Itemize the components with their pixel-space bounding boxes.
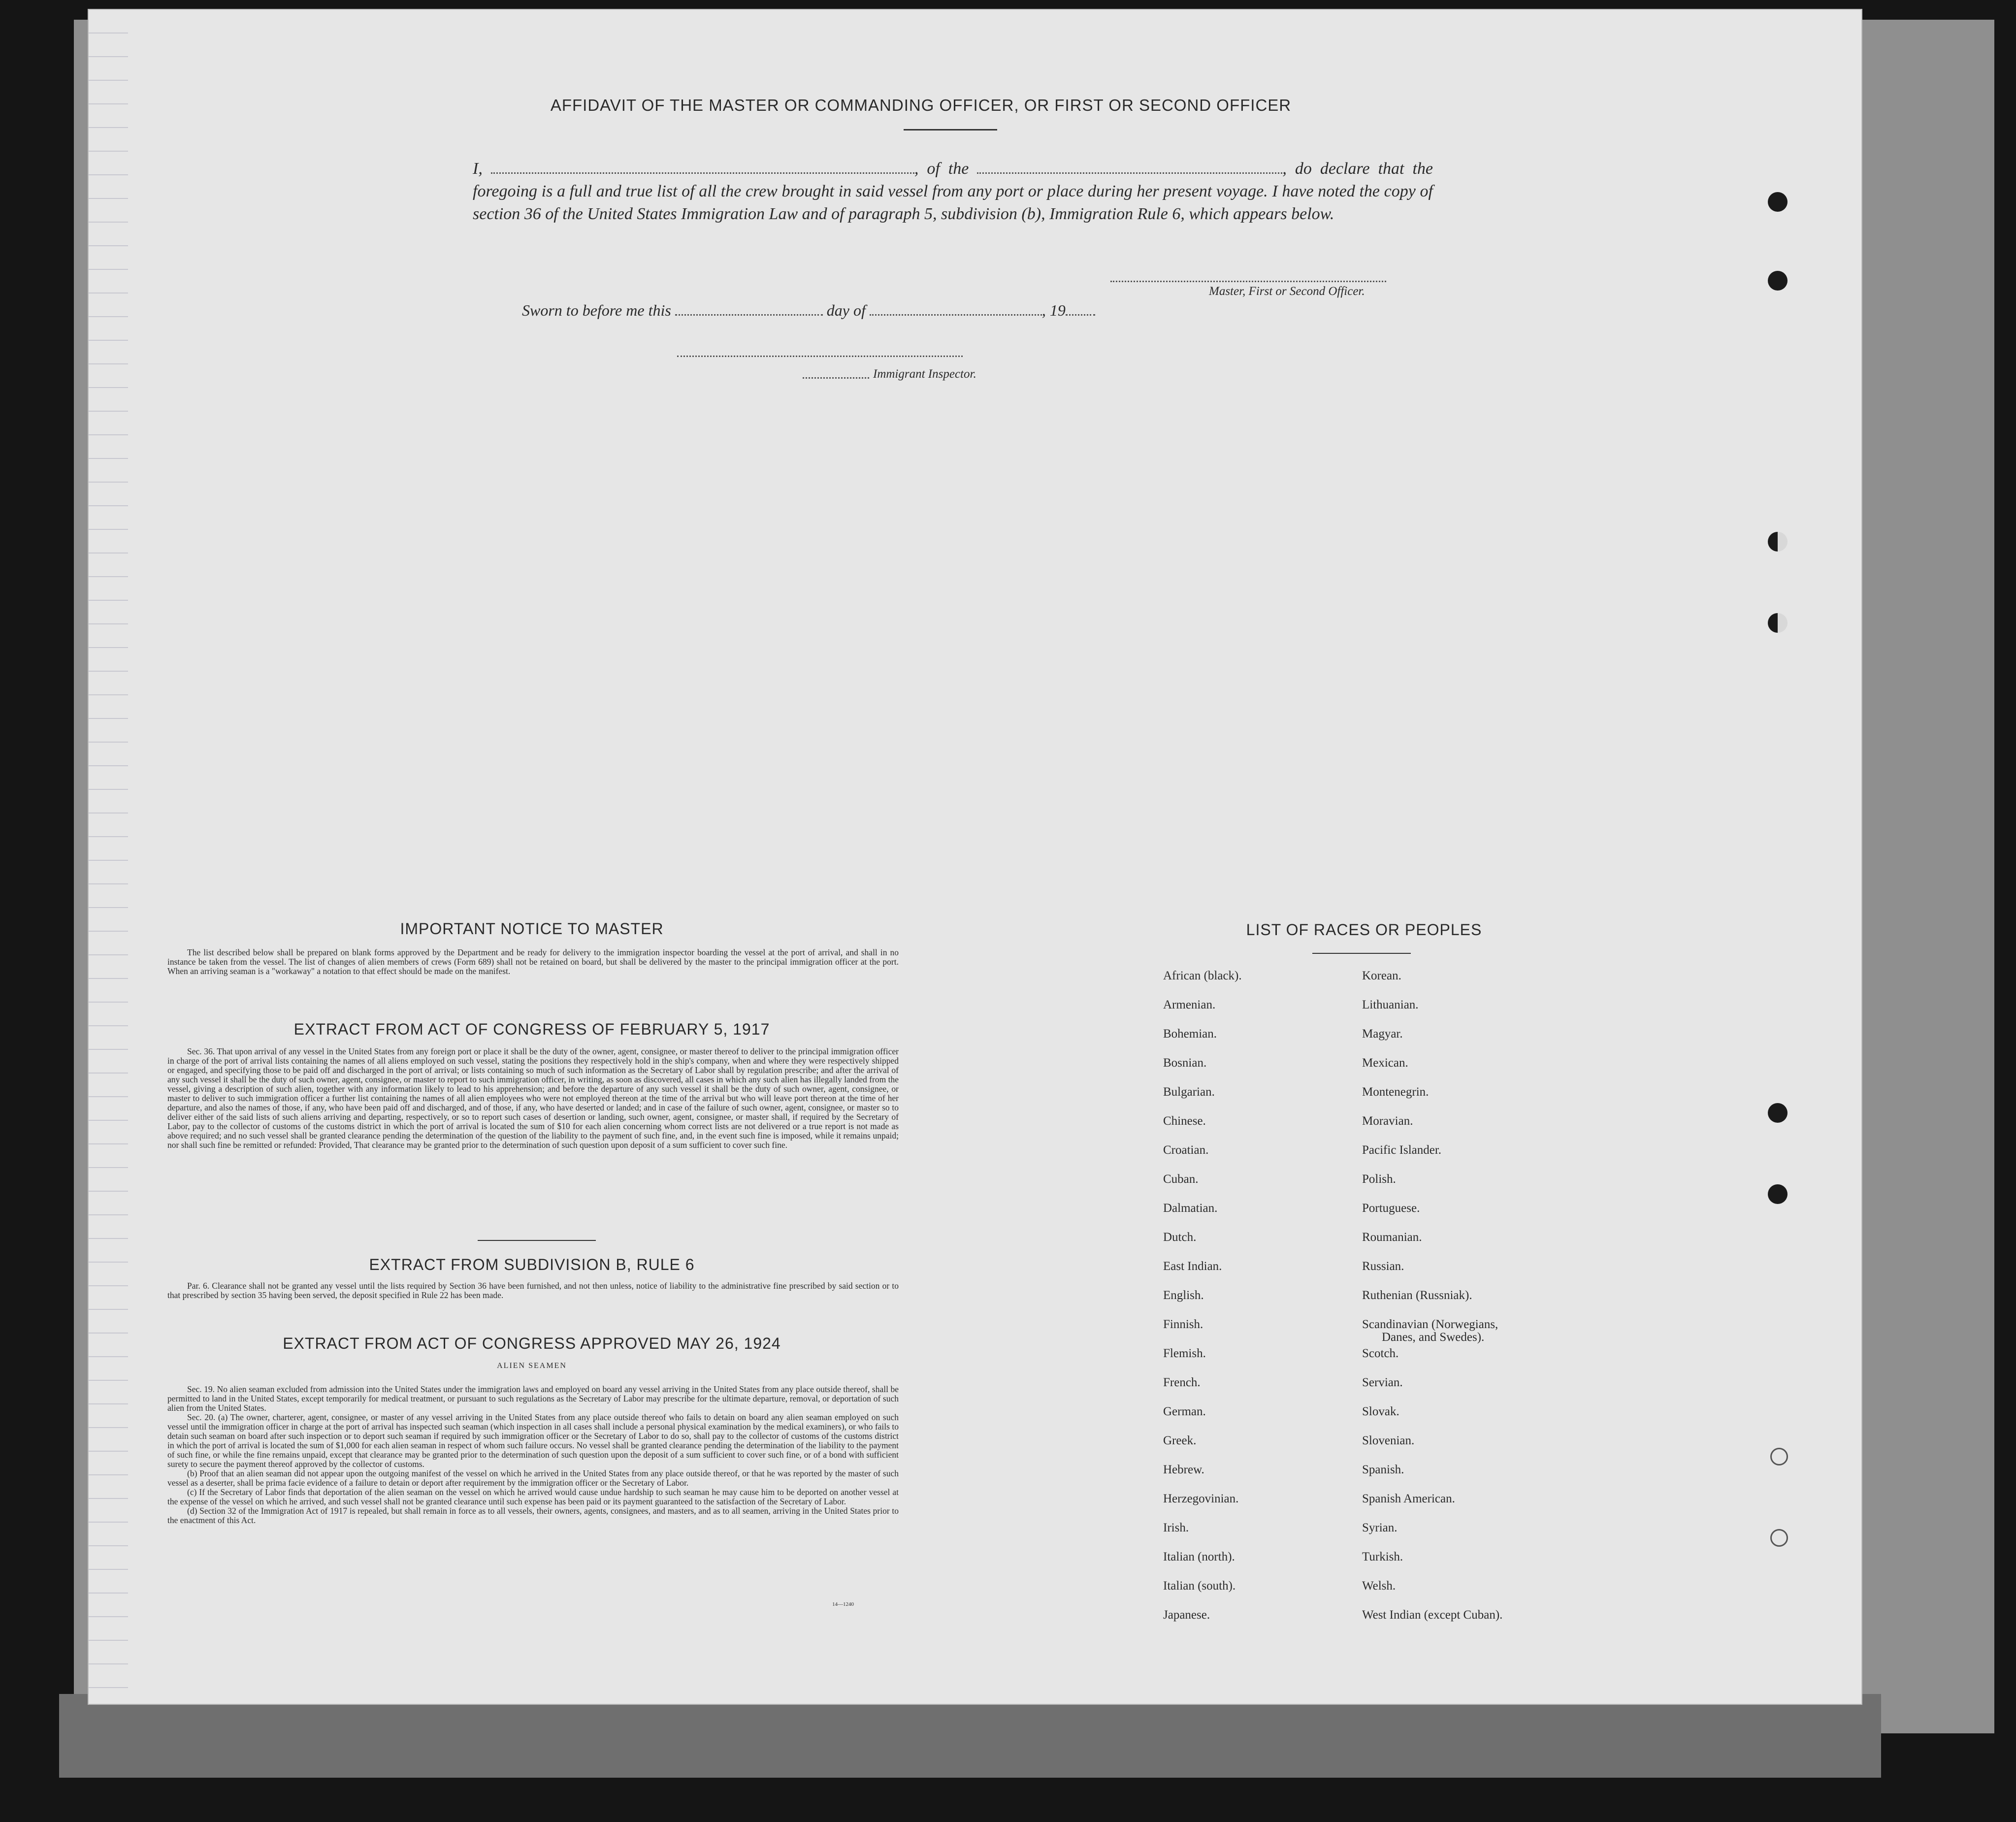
form-code: 14—1240 <box>832 1601 854 1607</box>
race-item: Pacific Islander. <box>1362 1143 1442 1157</box>
affidavit-i-label: I, <box>473 160 483 178</box>
race-item: Armenian. <box>1163 998 1216 1011</box>
race-item: West Indian (except Cuban). <box>1362 1608 1503 1622</box>
extract-1924-paragraph: (d) Section 32 of the Immigration Act of 1917 is repealed, but shall remain in force as to all vessels, their owners, agents, consignees, and masters, and as to all seamen, arriving in the United States prior to the enactment of this Act. <box>167 1506 899 1525</box>
title-underline <box>904 129 997 130</box>
race-item: Flemish. <box>1163 1347 1206 1360</box>
race-item: Roumanian. <box>1362 1231 1422 1244</box>
ring-hole-icon <box>1770 1529 1788 1547</box>
extract-1924-paragraph: (c) If the Secretary of Labor finds that deportation of the alien seaman on the vessel on which he arrived would cause undue hardship to such seaman he may cause him to be deported on another vessel at the expense of the vessel on which he arrived, and such vessel shall not be granted clearance until such expense has been paid or its payment guaranteed to the satisfaction of the Secretary of Labor. <box>167 1487 899 1506</box>
race-item: Bohemian. <box>1163 1027 1217 1041</box>
punch-hole-icon <box>1768 613 1788 633</box>
races-title-underline <box>1312 953 1411 954</box>
race-item: Servian. <box>1362 1376 1403 1389</box>
day-of-label: day of <box>826 301 866 319</box>
race-item: Moravian. <box>1362 1114 1413 1128</box>
section-divider <box>478 1240 596 1241</box>
extract-1924-title: EXTRACT FROM ACT OF CONGRESS APPROVED MAY 26, 1924 <box>283 1334 781 1352</box>
notice-text <box>167 948 899 976</box>
race-item: Magyar. <box>1362 1027 1403 1041</box>
notice-paragraph: The list described below shall be prepared on blank forms approved by the Department and be ready for delivery to the immigration inspector boarding the vessel at the port of arrival, and shall in no instance be taken from the vessel. The list of changes of alien members of crews (Form 689) shall not be retained on board, but shall be delivered by the master to the principal immigration officer at the port. When an arriving seaman is a "workaway" a notation to that effect should be made on the manifest. <box>167 947 899 976</box>
inspector-label: Immigrant Inspector. <box>873 367 976 381</box>
race-item: Japanese. <box>1163 1608 1210 1622</box>
extract-1924-text <box>167 1385 899 1525</box>
race-item: Korean. <box>1362 969 1401 982</box>
race-item: Polish. <box>1362 1172 1396 1186</box>
punch-hole-icon <box>1768 271 1788 291</box>
race-item: Mexican. <box>1362 1056 1408 1070</box>
affidavit-declaration-text: that the foregoing is a full and true list of all the crew brought in said vessel from any port or place during her present voyage. I have noted the copy of section 36 of the United States Immigration Law and of paragraph 5, subdivision (b), Immigration Rule 6, which appears below. <box>473 160 1433 223</box>
affidavit-title: AFFIDAVIT OF THE MASTER OR COMMANDING OFFICER, OR FIRST OR SECOND OFFICER <box>550 96 1292 114</box>
name-blank[interactable] <box>491 163 914 174</box>
notice-title: IMPORTANT NOTICE TO MASTER <box>400 920 664 938</box>
race-item: Dalmatian. <box>1163 1202 1218 1215</box>
race-item: Lithuanian. <box>1362 998 1419 1011</box>
ruled-margin <box>89 10 128 1704</box>
race-item: Italian (south). <box>1163 1579 1236 1593</box>
year-blank[interactable] <box>1066 304 1095 316</box>
extract-1917-text <box>167 1047 899 1150</box>
race-item: Russian. <box>1362 1260 1404 1273</box>
race-item: Bulgarian. <box>1163 1085 1215 1099</box>
race-item: Cuban. <box>1163 1172 1199 1186</box>
ring-hole-icon <box>1770 1448 1788 1465</box>
race-item: Slovak. <box>1362 1405 1399 1418</box>
race-item: Scotch. <box>1362 1347 1399 1360</box>
race-item: Montenegrin. <box>1362 1085 1429 1099</box>
sworn-line <box>522 301 1095 320</box>
race-item: Greek. <box>1163 1434 1197 1447</box>
race-item-continuation: Danes, and Swedes). <box>1382 1331 1485 1344</box>
punch-hole-icon <box>1768 532 1788 552</box>
month-blank[interactable] <box>870 304 1042 316</box>
race-item: Syrian. <box>1362 1521 1398 1534</box>
sworn-label: Sworn to before me this <box>522 301 671 319</box>
race-item: Bosnian. <box>1163 1056 1207 1070</box>
race-item: African (black). <box>1163 969 1242 982</box>
race-item: Finnish. <box>1163 1318 1203 1331</box>
race-item: Hebrew. <box>1163 1463 1204 1476</box>
alien-seamen-subtitle: ALIEN SEAMEN <box>497 1362 567 1370</box>
punch-hole-icon <box>1768 1184 1788 1204</box>
race-item: French. <box>1163 1376 1201 1389</box>
race-item: Scandinavian (Norwegians, <box>1362 1318 1498 1331</box>
master-label: Master, First or Second Officer. <box>1209 285 1365 298</box>
extract-1924-paragraph: (b) Proof that an alien seaman did not appear upon the outgoing manifest of the vessel on which he arrived in the United States from any place outside thereof, or that he was reported by the master of such vessel as a deserter, shall be prima facie evidence of a failure to detain or deport after requirement by the immigration officer or the Secretary of Labor. <box>167 1468 899 1488</box>
inspector-dotted-lead <box>803 377 869 379</box>
extract-1924-paragraph: Sec. 19. No alien seaman excluded from admission into the United States under the immigration laws and employed on board any vessel arriving in the United States from any place outside thereof, shall be permitted to land in the United States, except temporarily for medical treatment, or pursuant to such regulations as the Secretary of Labor may prescribe for the ultimate departure, removal, or deportation of such alien from the United States. <box>167 1384 899 1413</box>
punch-hole-icon <box>1768 1103 1788 1123</box>
affidavit-of-the-label: , of the <box>914 160 969 178</box>
race-item: Slovenian. <box>1362 1434 1415 1447</box>
inspector-signature-line[interactable] <box>677 356 963 357</box>
race-item: Welsh. <box>1362 1579 1396 1593</box>
race-item: Italian (north). <box>1163 1550 1235 1563</box>
year-label: , 19 <box>1041 301 1066 319</box>
race-item: Dutch. <box>1163 1231 1197 1244</box>
extract-rule6-text <box>167 1281 899 1300</box>
race-item: Croatian. <box>1163 1143 1209 1157</box>
extract-1924-paragraph: Sec. 20. (a) The owner, charterer, agent, consignee, or master of any vessel arriving in the United States from any place outside thereof who fails to detain on board any alien seaman employed on such vessel until the immigration officer in charge at the port of arrival has inspected such seaman (which inspection in all cases shall include a personal physical examination by the medical examiners), or who fails to detain such seaman on board after such inspection or to deport such seaman if required by such immigration officer or the Secretary of Labor to do so, shall pay to the collector of customs of the customs district in which the port of arrival is located the sum of $1,000 for each alien seaman in respect of whom such failure occurs. No vessel shall be granted clearance pending the determination of the liability to the payment of such fine, or while the fine remains unpaid, except that clearance may be granted prior to the determination of such question upon the deposit of a sum sufficient to cover such fine, or of a bond with sufficient surety to secure the payment thereof approved by the collector of customs. <box>167 1412 899 1469</box>
vessel-blank[interactable] <box>977 163 1282 174</box>
affidavit-do-declare-label: , do declare <box>1282 160 1370 178</box>
races-title: LIST OF RACES OR PEOPLES <box>1246 921 1482 939</box>
extract-rule6-paragraph: Par. 6. Clearance shall not be granted any vessel until the lists required by Section 36 have been furnished, and not then unless, notice of liability to the administrative fine prescribed by said section or to that prescribed by section 35 having been served, the deposit specified in Rule 22 has been made. <box>167 1281 899 1300</box>
day-blank[interactable] <box>675 304 823 316</box>
race-item: Chinese. <box>1163 1114 1206 1128</box>
race-item: Herzegovinian. <box>1163 1492 1239 1505</box>
race-item: East Indian. <box>1163 1260 1222 1273</box>
race-item: English. <box>1163 1289 1204 1302</box>
race-item: German. <box>1163 1405 1206 1418</box>
punch-hole-icon <box>1768 192 1788 212</box>
race-item: Spanish American. <box>1362 1492 1455 1505</box>
affidavit-declaration <box>473 158 1433 226</box>
race-item: Irish. <box>1163 1521 1189 1534</box>
extract-1917-paragraph: Sec. 36. That upon arrival of any vessel in the United States from any foreign port or place it shall be the duty of the owner, agent, consignee, or master thereof to deliver to the principal immigration officer in charge of the port of arrival lists containing the names of all aliens employed on such vessel, stating the positions they respectively hold in the ship's company, when and where they were respectively shipped or engaged, and specifying those to be paid off and discharged in the port of arrival; or lists containing so much of such information as the Secretary of Labor shall by regulation prescribe; and after the arrival of any such vessel it shall be the duty of such owner, agent, consignee, or master to report to such immigration officer, in writing, as soon as discovered, all cases in which any such alien has illegally landed from the vessel, giving a description of such alien, together with any information likely to lead to his apprehension; and before the departure of any such vessel it shall be the duty of such owner, agent, consignee, or master to deliver to such immigration officer a further list containing the names of all alien employees who were not employed thereon at the time of the arrival but who will leave port thereon at the time of her departure, and also the names of those, if any, who have been paid off and discharged, and of those, if any, who have deserted or landed; and in case of the failure of such owner, agent, consignee, or master so to deliver either of the said lists of such aliens arriving and departing, respectively, or so to report such cases of desertion or landing, such owner, agent, consignee, or master shall, if required by the Secretary of Labor, pay to the collector of customs of the customs district in which the port of arrival is located the sum of $10 for each alien concerning whom correct lists are not delivered or a true report is not made as above required; and no such vessel shall be granted clearance pending the determination of the question of the liability to the payment of such fine, and, in the event such fine is imposed, while it remains unpaid; nor shall such fine be remitted or refunded: Provided, That clearance may be granted prior to the determination of such question upon deposit of a sum sufficient to cover such fine. <box>167 1046 899 1150</box>
race-item: Spanish. <box>1362 1463 1404 1476</box>
extract-1917-title: EXTRACT FROM ACT OF CONGRESS OF FEBRUARY 5, 1917 <box>293 1020 770 1038</box>
race-item: Ruthenian (Russniak). <box>1362 1289 1472 1302</box>
background-sheet-lower <box>59 1694 1881 1778</box>
extract-rule6-title: EXTRACT FROM SUBDIVISION B, RULE 6 <box>369 1256 695 1273</box>
master-signature-line[interactable] <box>1110 281 1386 282</box>
race-item: Portuguese. <box>1362 1202 1420 1215</box>
race-item: Turkish. <box>1362 1550 1403 1563</box>
